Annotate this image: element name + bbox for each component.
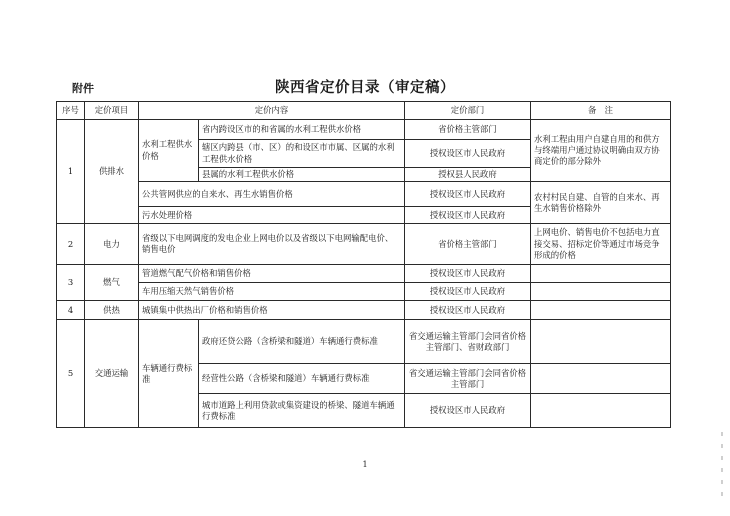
page-number: 1 (362, 460, 368, 469)
row-content: 辖区内跨县（市、区）的和设区市市属、区属的水利工程供水价格 (199, 140, 405, 168)
pricing-catalog-table (56, 101, 671, 428)
row-note (531, 283, 671, 301)
row-serial: 2 (57, 224, 85, 265)
row-note (531, 320, 671, 364)
row-item: 电力 (85, 224, 139, 265)
row-item: 供排水 (85, 120, 139, 224)
row-note: 上网电价、销售电价不包括电力直接交易、招标定价等通过市场竞争形成的价格 (531, 224, 671, 265)
row-content: 污水处理价格 (139, 207, 405, 224)
row-note: 农村村民自建、自管的自来水、再生水销售价格除外 (531, 182, 671, 224)
row-dept: 授权设区市人民政府 (405, 301, 531, 320)
row-content: 管道燃气配气价格和销售价格 (139, 265, 405, 283)
row-content: 省级以下电网调度的发电企业上网电价以及省级以下电网输配电价、销售电价 (139, 224, 405, 265)
row-serial: 5 (57, 320, 85, 428)
row-dept: 授权设区市人民政府 (405, 283, 531, 301)
row-note (531, 301, 671, 320)
row-content: 省内跨设区市的和省属的水利工程供水价格 (199, 120, 405, 140)
table-row (57, 265, 671, 283)
table-row (57, 182, 671, 207)
row-subitem: 车辆通行费标准 (139, 320, 199, 428)
document-title: 陕西省定价目录（审定稿） (275, 79, 455, 96)
header-content: 定价内容 (139, 102, 405, 120)
row-serial: 4 (57, 301, 85, 320)
row-dept: 授权设区市人民政府 (405, 182, 531, 207)
row-dept: 授权设区市人民政府 (405, 265, 531, 283)
row-dept: 授权设区市人民政府 (405, 394, 531, 428)
header-dept: 定价部门 (405, 102, 531, 120)
table-row (57, 120, 671, 140)
row-dept: 省交通运输主管部门会同省价格主管部门 (405, 364, 531, 394)
row-content: 车用压缩天然气销售价格 (139, 283, 405, 301)
row-dept: 省价格主管部门 (405, 120, 531, 140)
row-content: 城市道路上利用贷款或集资建设的桥梁、隧道车辆通行费标准 (199, 394, 405, 428)
table-header-row (57, 102, 671, 120)
row-dept: 省交通运输主管部门会同省价格主管部门、省财政部门 (405, 320, 531, 364)
row-subitem: 水利工程供水价格 (139, 120, 199, 182)
row-serial: 3 (57, 265, 85, 301)
attachment-label: 附件 (72, 82, 94, 95)
table-row (57, 224, 671, 265)
row-dept: 授权县人民政府 (405, 168, 531, 182)
row-serial: 1 (57, 120, 85, 224)
row-content: 县属的水利工程供水价格 (199, 168, 405, 182)
row-dept: 省价格主管部门 (405, 224, 531, 265)
table-row (57, 283, 671, 301)
row-content: 公共管网供应的自来水、再生水销售价格 (139, 182, 405, 207)
header-note: 备 注 (531, 102, 671, 120)
header-item: 定价项目 (85, 102, 139, 120)
table-row (57, 320, 671, 364)
scan-edge-marks (718, 430, 726, 500)
row-note: 水利工程由用户自建自用的和供方与终端用户通过协议明确由双方协商定价的部分除外 (531, 120, 671, 182)
row-content: 经营性公路（含桥梁和隧道）车辆通行费标准 (199, 364, 405, 394)
row-dept: 授权设区市人民政府 (405, 140, 531, 168)
row-item: 交通运输 (85, 320, 139, 428)
row-note (531, 394, 671, 428)
table-row (57, 301, 671, 320)
row-content: 城镇集中供热出厂价格和销售价格 (139, 301, 405, 320)
row-item: 供热 (85, 301, 139, 320)
row-note (531, 364, 671, 394)
row-item: 燃气 (85, 265, 139, 301)
row-note (531, 265, 671, 283)
row-dept: 授权设区市人民政府 (405, 207, 531, 224)
header-serial: 序号 (57, 102, 85, 120)
row-content: 政府还贷公路（含桥梁和隧道）车辆通行费标准 (199, 320, 405, 364)
